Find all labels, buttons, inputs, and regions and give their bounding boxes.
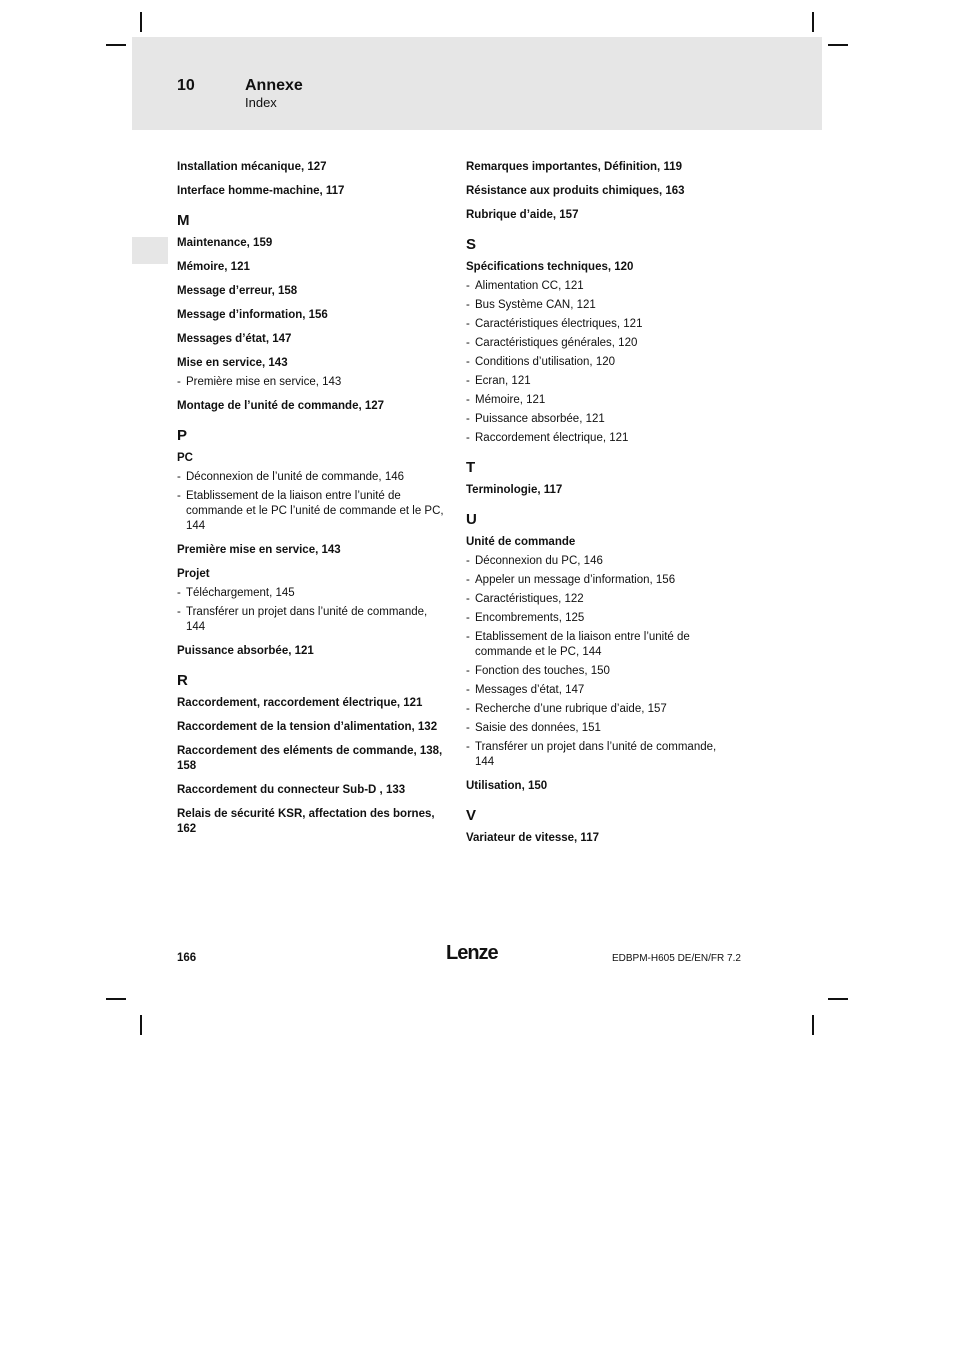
index-entry: Message d’information, 156 [177, 309, 328, 321]
index-entry: Raccordement de la tension d’alimentation, 132 [177, 721, 438, 733]
index-subentry-list [177, 375, 445, 390]
crop-mark-top-right-v [812, 12, 814, 32]
index-subentry: - Messages d’état, 147 [466, 683, 734, 698]
index-subentry: - Ecran, 121 [466, 374, 734, 389]
crop-mark-top-right-h [828, 44, 848, 46]
index-subentry-list [466, 554, 734, 770]
index-subentry: - Déconnexion du PC, 146 [466, 554, 734, 569]
index-subentry: - Caractéristiques, 122 [466, 592, 734, 607]
index-letter: P [177, 427, 188, 444]
index-entry: Montage de l’unité de commande, 127 [177, 400, 385, 412]
index-subentry: - Déconnexion de l’unité de commande, 146 [177, 470, 445, 485]
index-letter: R [177, 672, 188, 689]
crop-mark-bottom-right-h [828, 998, 848, 1000]
index-entry: Puissance absorbée, 121 [177, 645, 314, 657]
crop-mark-bottom-left-h [106, 998, 126, 1000]
index-subentry: - Etablissement de la liaison entre l’unité de commande et le PC l’unité de commande et le PC, 144 [177, 489, 445, 534]
index-subentry-list [177, 586, 445, 635]
index-letter: U [466, 511, 477, 528]
index-subentry: - Mémoire, 121 [466, 393, 734, 408]
index-subentry: - Raccordement électrique, 121 [466, 431, 734, 446]
index-entry: Messages d’état, 147 [177, 333, 292, 345]
index-subentry: - Transférer un projet dans l’unité de commande, 144 [177, 605, 445, 635]
index-subentry: - Téléchargement, 145 [177, 586, 445, 601]
index-subentry: - Encombrements, 125 [466, 611, 734, 626]
index-entry: Terminologie, 117 [466, 484, 563, 496]
index-entry: Raccordement des eléments de commande, 138, 158 [177, 745, 443, 772]
index-entry: Spécifications techniques, 120 [466, 261, 634, 273]
crop-mark-bottom-right-v [812, 1015, 814, 1035]
index-entry: Mise en service, 143 [177, 357, 288, 369]
chapter-title: Annexe [245, 77, 303, 94]
crop-mark-bottom-left-v [140, 1015, 142, 1035]
index-entry: Première mise en service, 143 [177, 544, 341, 556]
index-subentry: - Puissance absorbée, 121 [466, 412, 734, 427]
index-entry: Projet [177, 568, 210, 580]
index-letter: V [466, 807, 477, 824]
index-entry: Unité de commande [466, 536, 576, 548]
index-entry: Relais de sécurité KSR, affectation des bornes, 162 [177, 808, 435, 835]
index-entry: Utilisation, 150 [466, 780, 548, 792]
index-subentry-list [466, 279, 734, 446]
index-entry: Message d’erreur, 158 [177, 285, 298, 297]
index-entry: Mémoire, 121 [177, 261, 250, 273]
index-letter: S [466, 236, 477, 253]
index-entry: Rubrique d’aide, 157 [466, 209, 579, 221]
index-entry: Résistance aux produits chimiques, 163 [466, 185, 685, 197]
index-column-left [177, 160, 445, 846]
index-subentry-list [177, 470, 445, 534]
index-subentry: - Appeler un message d’information, 156 [466, 573, 734, 588]
index-letter: T [466, 459, 476, 476]
chapter-number: 10 [177, 77, 195, 94]
crop-mark-top-left-h [106, 44, 126, 46]
crop-mark-top-left-v [140, 12, 142, 32]
chapter-header [132, 37, 822, 130]
index-subentry: - Caractéristiques générales, 120 [466, 336, 734, 351]
index-subentry: - Recherche d’une rubrique d’aide, 157 [466, 702, 734, 717]
index-entry: Raccordement, raccordement électrique, 121 [177, 697, 423, 709]
index-subentry: - Etablissement de la liaison entre l’unité de commande et le PC, 144 [466, 630, 734, 660]
index-column-right [466, 160, 734, 855]
document-code: EDBPM-H605 DE/EN/FR 7.2 [612, 953, 741, 964]
index-subentry: - Alimentation CC, 121 [466, 279, 734, 294]
index-entry: Raccordement du connecteur Sub-D , 133 [177, 784, 406, 796]
index-subentry: - Saisie des données, 151 [466, 721, 734, 736]
index-entry: Remarques importantes, Définition, 119 [466, 161, 683, 173]
thumb-tab [132, 237, 168, 264]
index-letter: M [177, 212, 190, 229]
index-entry: Interface homme-machine, 117 [177, 185, 345, 197]
index-subentry: - Transférer un projet dans l’unité de commande, 144 [466, 740, 734, 770]
page-number: 166 [177, 952, 197, 964]
index-entry: PC [177, 452, 193, 464]
index-entry: Maintenance, 159 [177, 237, 273, 249]
index-subentry: - Caractéristiques électriques, 121 [466, 317, 734, 332]
index-subentry: - Bus Système CAN, 121 [466, 298, 734, 313]
index-entry: Installation mécanique, 127 [177, 161, 327, 173]
index-subentry: - Fonction des touches, 150 [466, 664, 734, 679]
section-title: Index [245, 95, 277, 110]
lenze-logo: Lenze [446, 942, 498, 964]
index-subentry: - Conditions d’utilisation, 120 [466, 355, 734, 370]
index-entry: Variateur de vitesse, 117 [466, 832, 599, 844]
index-subentry: - Première mise en service, 143 [177, 375, 445, 390]
